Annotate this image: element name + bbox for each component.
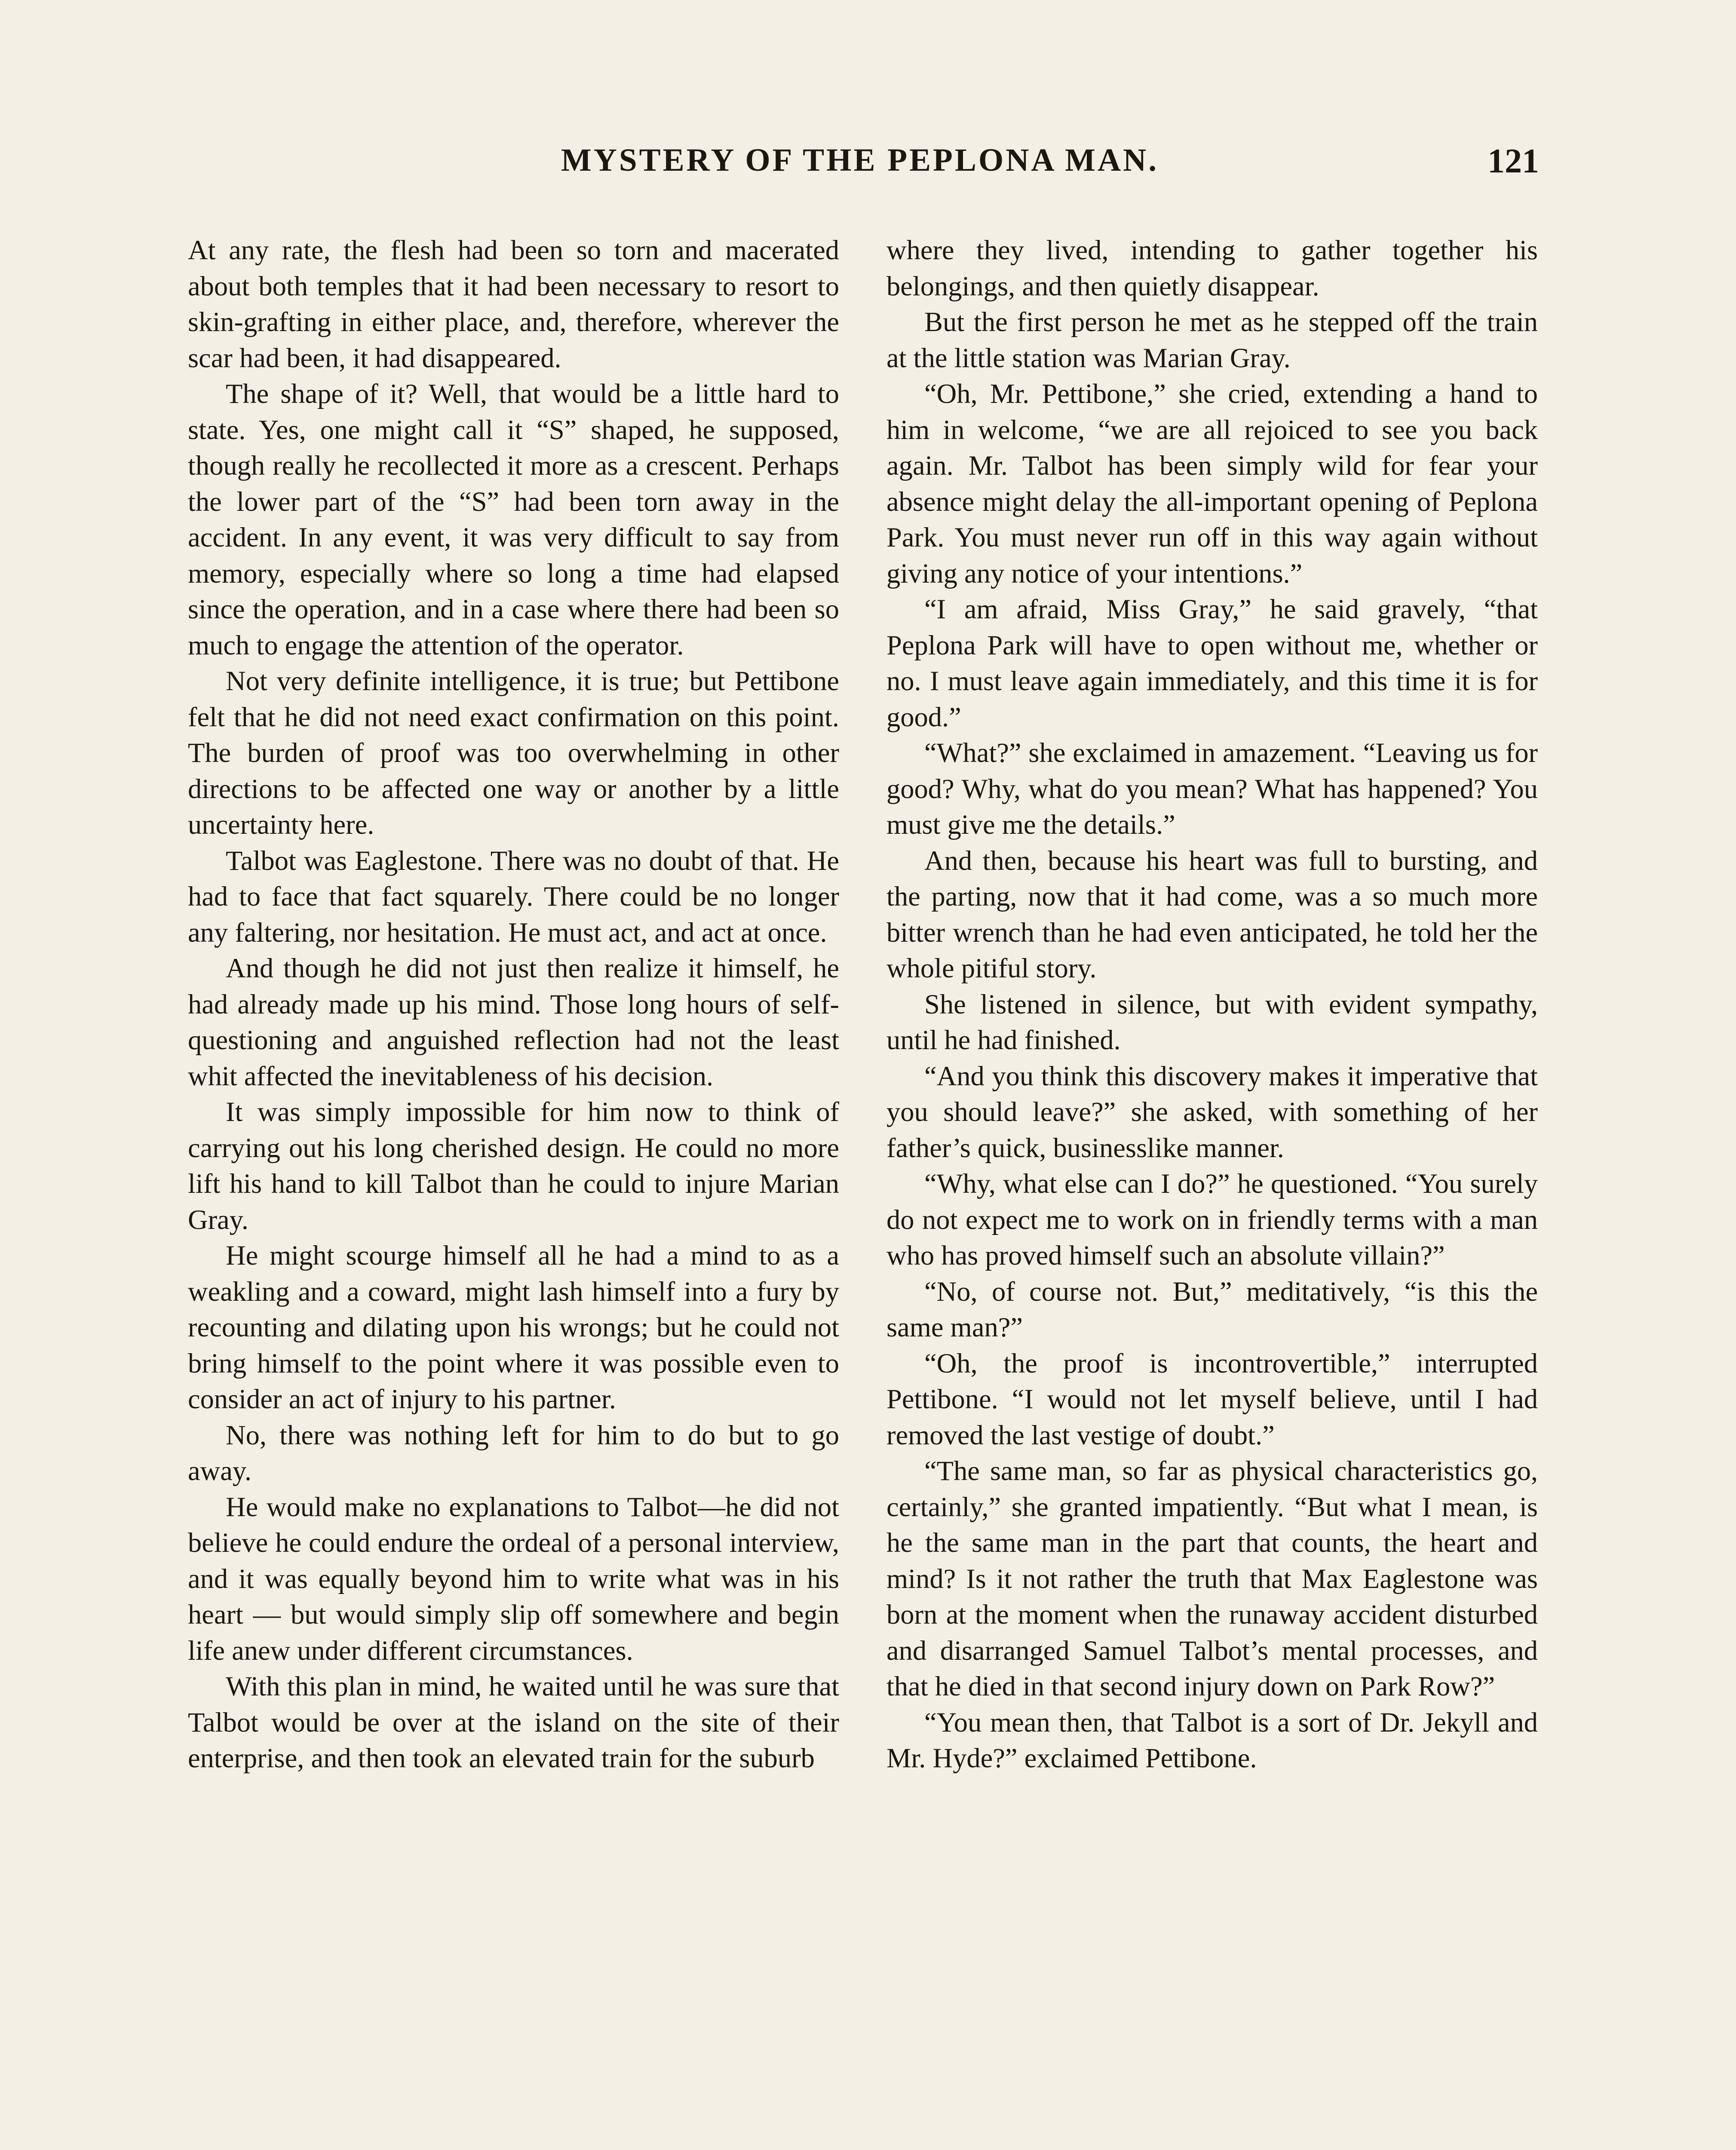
paragraph: At any rate, the flesh had been so torn and macerated about both temples that it had been necessary to resort to skin-grafting in either place, and, therefore, wherever the scar had been, it had disappeared. <box>188 235 839 373</box>
left-column <box>188 232 839 1776</box>
paragraph: Not very definite intelligence, it is true; but Pettibone felt that he did not need exact confirmation on this point. The burden of proof was too overwhelming in other directions to be affected one way or another by a little uncertainty here. <box>188 666 839 840</box>
paragraph: It was simply impossible for him now to think of carrying out his long cherished design. He could no more lift his hand to kill Talbot than he could to injure Marian Gray. <box>188 1096 839 1235</box>
paragraph: She listened in silence, but with evident sympathy, until he had finished. <box>886 989 1538 1055</box>
paragraph: With this plan in mind, he waited until he was sure that Talbot would be over at the island on the site of their enterprise, and then took an elevated train for the suburb <box>188 1671 839 1773</box>
paragraph: “The same man, so far as physical characteristics go, certainly,” she granted impatiently. “But what I mean, is he the same man in the part that counts, the heart and mind? Is it not rather the truth that Max Eaglestone was born at the moment when the runaway accident disturbed and disarranged Samuel Talbot’s mental processes, and that he died in that second injury down on Park Row?” <box>886 1456 1538 1702</box>
paragraph: “You mean then, that Talbot is a sort of Dr. Jekyll and Mr. Hyde?” exclaimed Pettibone. <box>886 1707 1538 1773</box>
paragraph: Talbot was Eaglestone. There was no doubt of that. He had to face that fact squarely. There could be no longer any faltering, nor hesitation. He must act, and act at once. <box>188 845 839 948</box>
paragraph: The shape of it? Well, that would be a little hard to state. Yes, one might call it “S” shaped, he supposed, though really he recollected it more as a crescent. Perhaps the lower part of the “S” had been torn away in the accident. In any event, it was very difficult to say from memory, especially where so long a time had elapsed since the operation, and in a case where there had been so much to engage the attention of the operator. <box>188 378 839 660</box>
paragraph: “And you think this discovery makes it imperative that you should leave?” she asked, with something of her father’s quick, businesslike manner. <box>886 1060 1538 1163</box>
paragraph: “I am afraid, Miss Gray,” he said gravely, “that Peplona Park will have to open without me, whether or no. I must leave again immediately, and this time it is for good.” <box>886 594 1538 732</box>
paragraph: But the first person he met as he stepped off the train at the little station was Marian Gray. <box>886 307 1538 373</box>
paragraph: “No, of course not. But,” meditatively, “is this the same man?” <box>886 1276 1538 1342</box>
paragraph: “What?” she exclaimed in amazement. “Leaving us for good? Why, what do you mean? What has happened? You must give me the details.” <box>886 737 1538 840</box>
right-column <box>886 232 1538 1776</box>
paragraph: No, there was nothing left for him to do but to go away. <box>188 1419 839 1486</box>
paragraph: And though he did not just then realize it himself, he had already made up his mind. Those long hours of self-questioning and anguished reflection had not the least whit affected the inevitableness of his decision. <box>188 953 839 1091</box>
paragraph: “Why, what else can I do?” he questioned. “You surely do not expect me to work on in friendly terms with a man who has proved himself such an absolute villain?” <box>886 1168 1538 1271</box>
paragraph: where they lived, intending to gather together his belongings, and then quietly disappear. <box>886 235 1538 301</box>
paragraph: He might scourge himself all he had a mind to as a weakling and a coward, might lash himself into a fury by recounting and dilating upon his wrongs; but he could not bring himself to the point where it was possible even to consider an act of injury to his partner. <box>188 1240 839 1414</box>
paragraph: He would make no explanations to Talbot—he did not believe he could endure the ordeal of a personal interview, and it was equally beyond him to write what was in his heart — but would simply slip off somewhere and begin life anew under different circumstances. <box>188 1491 839 1666</box>
running-title: MYSTERY OF THE PEPLONA MAN. <box>561 142 1159 178</box>
page-number: 121 <box>1488 142 1539 180</box>
page-header <box>181 142 1539 198</box>
paragraph: “Oh, the proof is incontrovertible,” interrupted Pettibone. “I would not let myself believe, until I had removed the last vestige of doubt.” <box>886 1348 1538 1450</box>
paragraph: “Oh, Mr. Pettibone,” she cried, extending a hand to him in welcome, “we are all rejoiced to see you back again. Mr. Talbot has been simply wild for fear your absence might delay the all-important opening of Peplona Park. You must never run off in this way again without giving any notice of your intentions.” <box>886 378 1538 589</box>
paragraph: And then, because his heart was full to bursting, and the parting, now that it had come, was a so much more bitter wrench than he had even anticipated, he told her the whole pitiful story. <box>886 845 1538 983</box>
